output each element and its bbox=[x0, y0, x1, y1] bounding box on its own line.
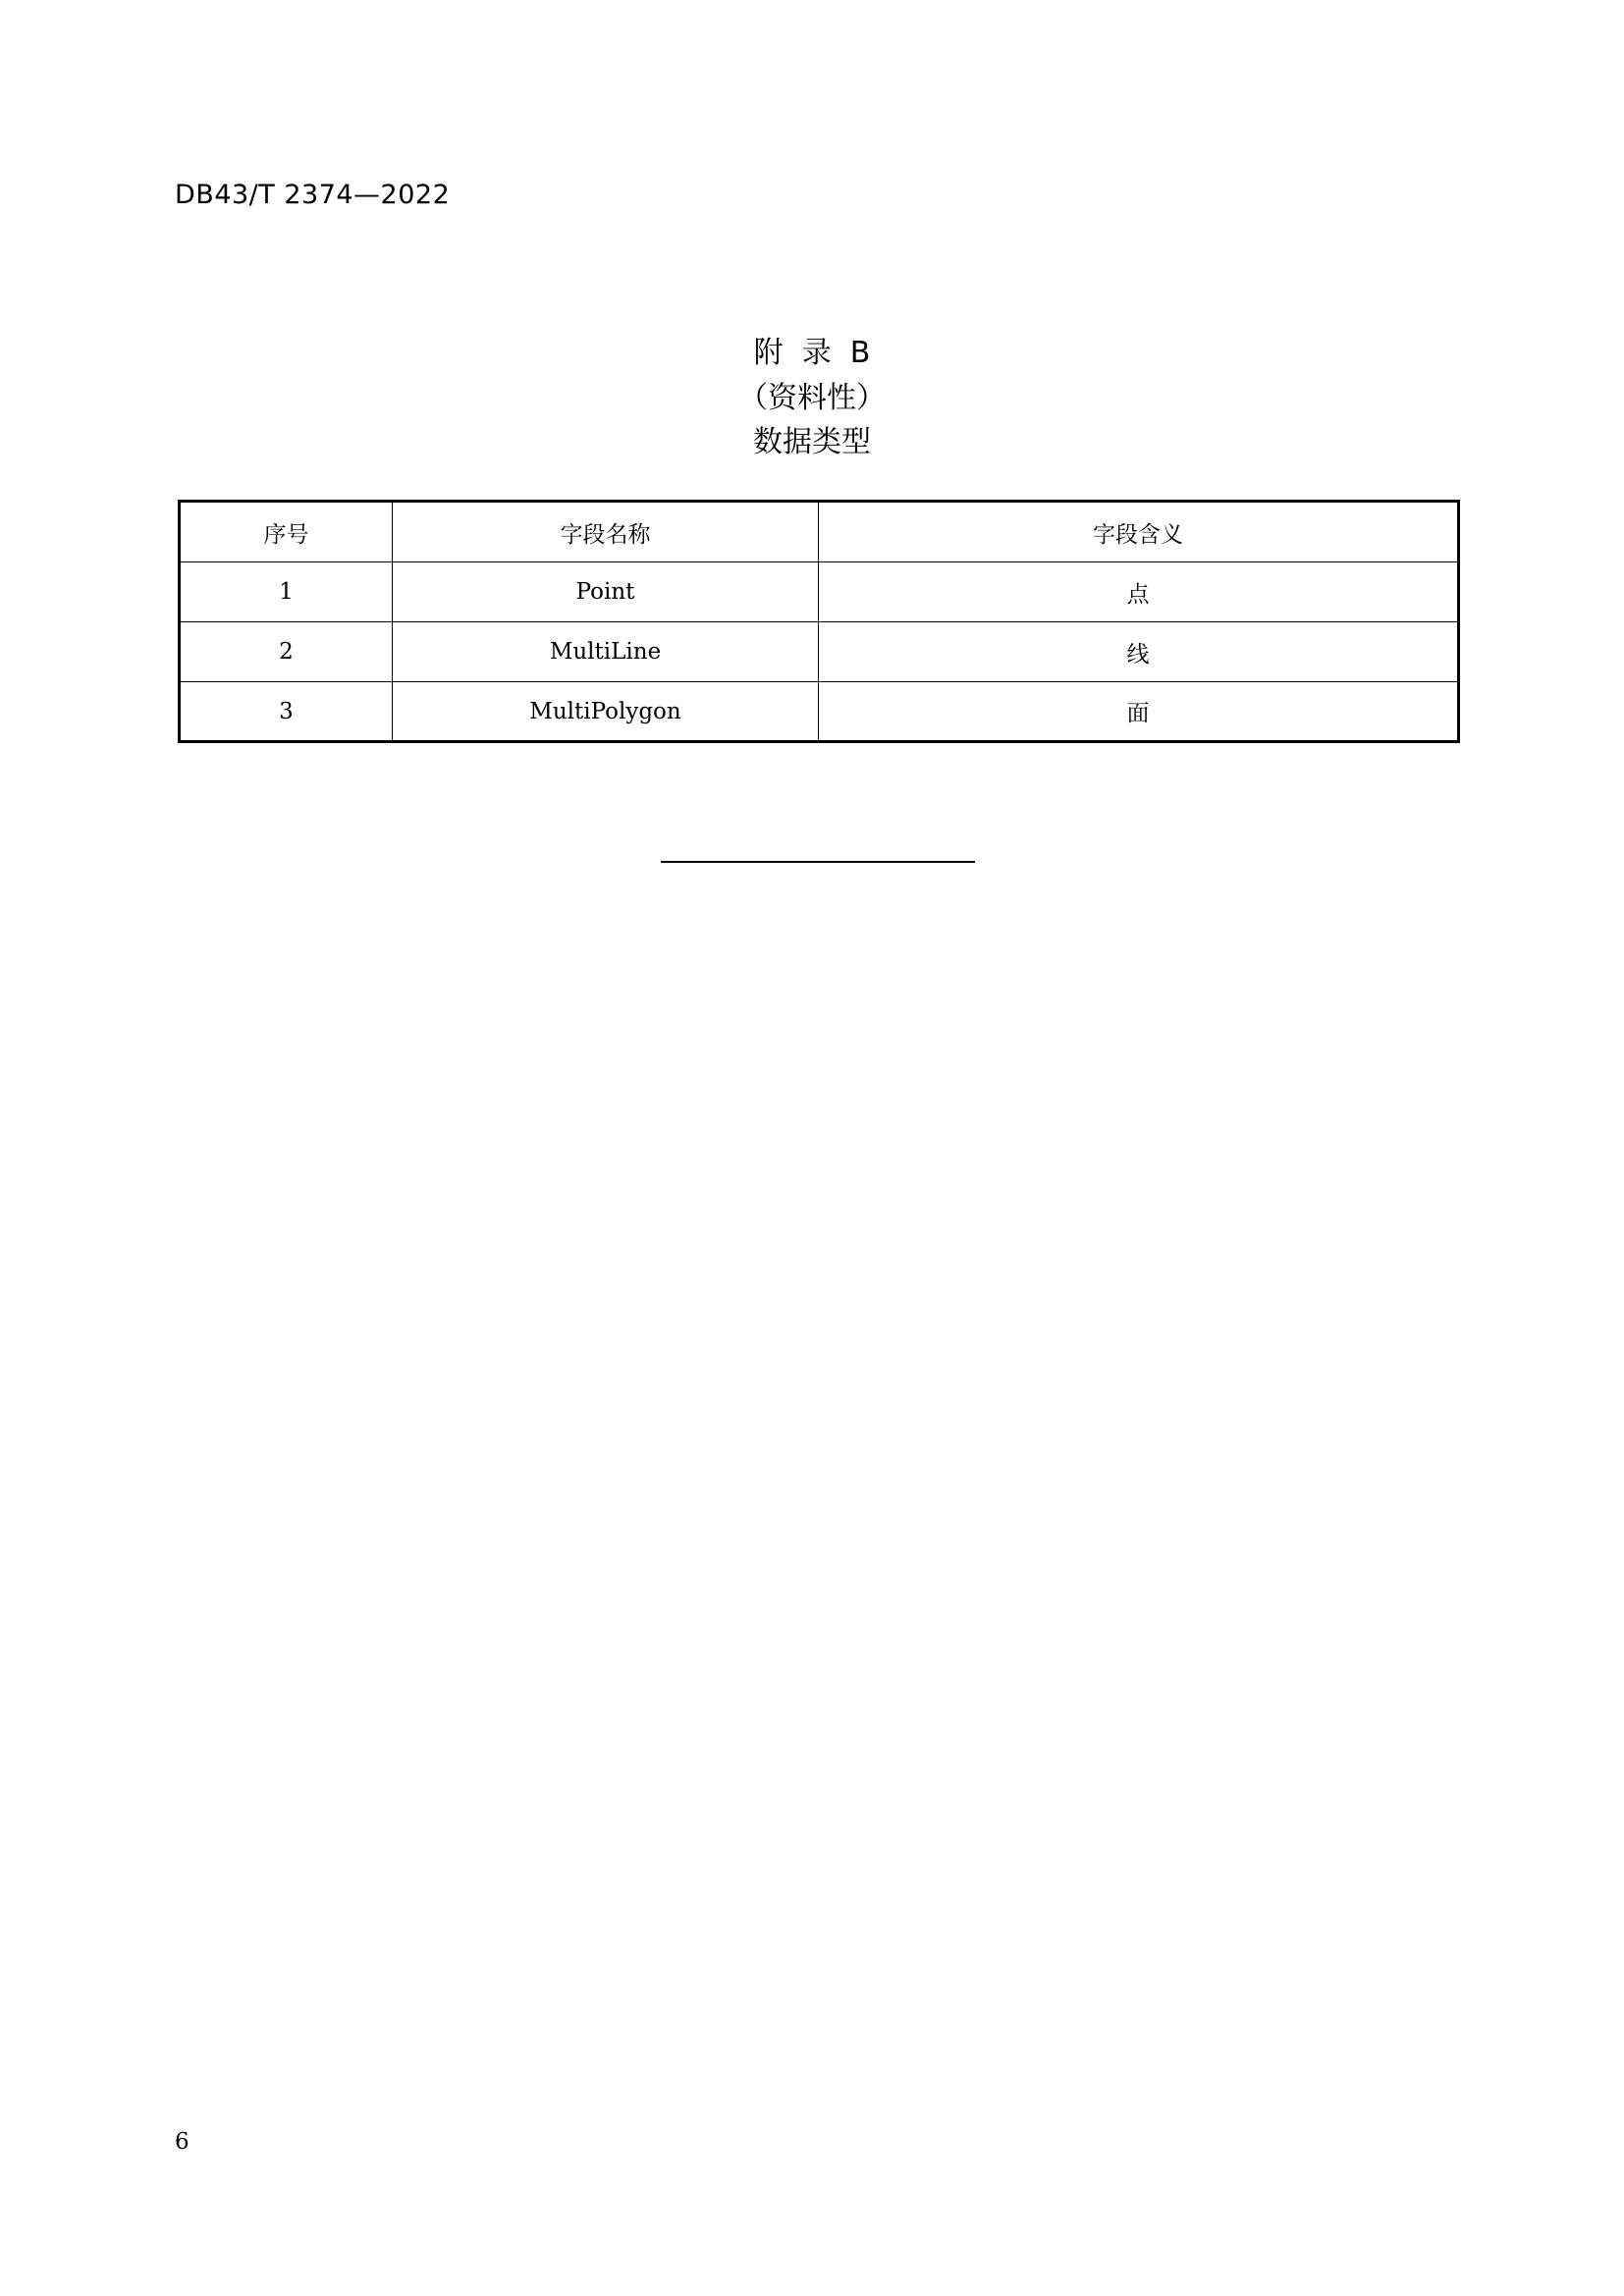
table-header-row bbox=[180, 502, 1459, 562]
annex-type: （资料性） bbox=[738, 381, 886, 415]
cell-field-name: MultiPolygon bbox=[393, 682, 819, 742]
annex-title: 附 录 B bbox=[753, 336, 871, 370]
header-seq: 序号 bbox=[180, 502, 393, 562]
cell-field-name: MultiLine bbox=[393, 622, 819, 682]
cell-field-meaning: 面 bbox=[819, 682, 1459, 742]
annex-name: 数据类型 bbox=[753, 425, 871, 459]
end-of-document-rule bbox=[661, 861, 975, 863]
data-type-table bbox=[178, 500, 1460, 743]
cell-field-meaning: 点 bbox=[819, 562, 1459, 622]
page-number: 6 bbox=[175, 2129, 189, 2155]
cell-seq: 1 bbox=[180, 562, 393, 622]
table-row bbox=[180, 622, 1459, 682]
cell-field-name: Point bbox=[393, 562, 819, 622]
header-field-name: 字段名称 bbox=[393, 502, 819, 562]
document-code: DB43/T 2374—2022 bbox=[175, 180, 451, 210]
cell-field-meaning: 线 bbox=[819, 622, 1459, 682]
table-row bbox=[180, 682, 1459, 742]
cell-seq: 3 bbox=[180, 682, 393, 742]
cell-seq: 2 bbox=[180, 622, 393, 682]
header-field-meaning: 字段含义 bbox=[819, 502, 1459, 562]
table-row bbox=[180, 562, 1459, 622]
